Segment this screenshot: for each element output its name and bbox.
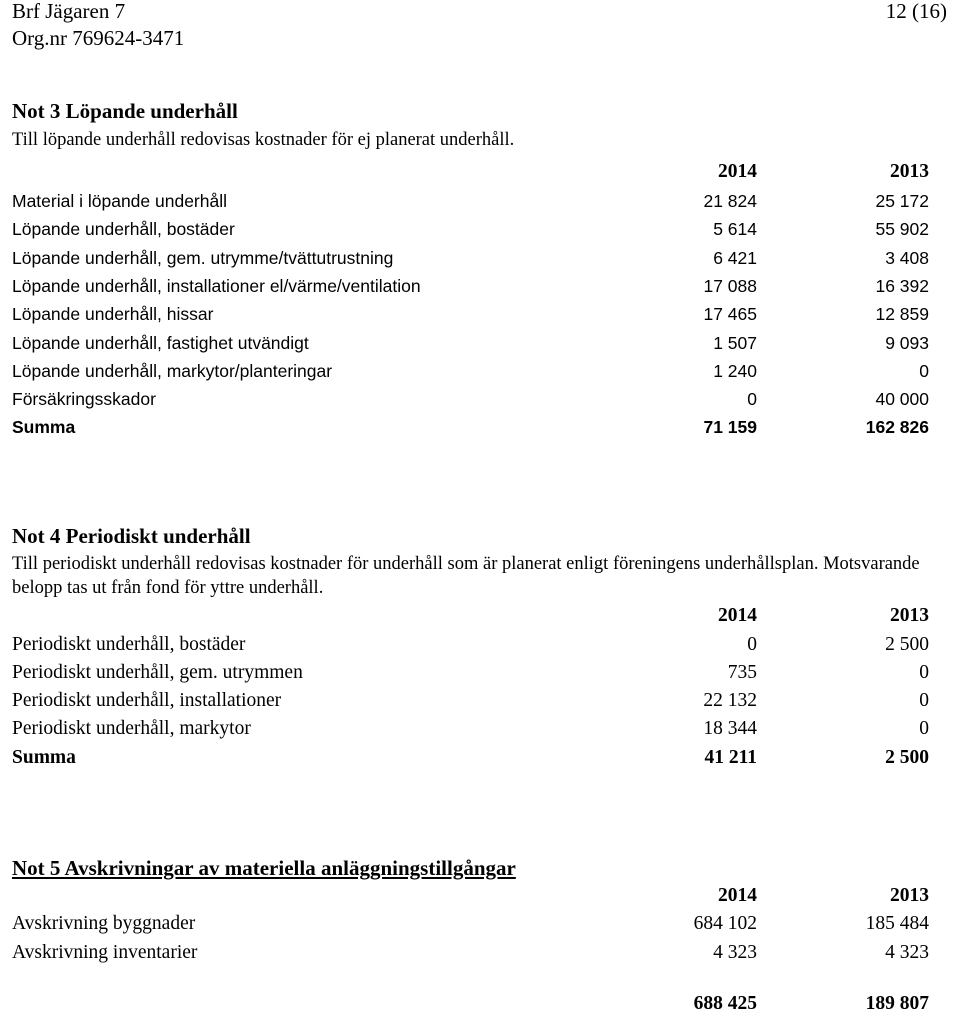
row-value-2013: 4 323	[885, 942, 929, 963]
row-value-2013: 2 500	[885, 634, 929, 655]
row-value-2013: 55 902	[875, 219, 929, 239]
row-value-2014: 17 465	[703, 304, 757, 324]
note4-row	[0, 631, 960, 659]
note3-title: Not 3 Löpande underhåll	[12, 99, 238, 123]
total-value-2014: 688 425	[693, 993, 757, 1014]
row-value-2014: 6 421	[713, 248, 757, 268]
org-name: Brf Jägaren 7	[12, 0, 126, 23]
note4-description: Till periodiskt underhåll redovisas kostnader för underhåll som är planerat enligt föreningens underhållsplan. Motsvarande belopp tas ut från fond för yttre underhåll.	[12, 554, 920, 598]
row-label: Löpande underhåll, bostäder	[12, 219, 235, 239]
total-label: Summa	[12, 747, 76, 768]
note5-year-header	[0, 882, 960, 910]
row-value-2013: 16 392	[875, 276, 929, 296]
row-value-2014: 735	[727, 662, 757, 683]
row-value-2014: 4 323	[713, 942, 757, 963]
org-number: Org.nr 769624-3471	[12, 26, 185, 50]
note5-row	[0, 910, 960, 938]
year-2014-header: 2014	[718, 885, 757, 906]
total-value-2014: 71 159	[703, 417, 757, 437]
note3-row	[0, 244, 960, 272]
row-label: Periodiskt underhåll, gem. utrymmen	[12, 662, 303, 683]
row-label: Periodiskt underhåll, bostäder	[12, 634, 246, 655]
row-value-2013: 0	[919, 361, 929, 381]
row-value-2013: 40 000	[875, 389, 929, 409]
row-label: Löpande underhåll, markytor/planteringar	[12, 361, 333, 381]
note3-row	[0, 272, 960, 300]
note5-row	[0, 939, 960, 967]
note3-row	[0, 300, 960, 328]
note3-total-row	[0, 413, 960, 441]
row-value-2014: 18 344	[703, 718, 757, 739]
note3-description: Till löpande underhåll redovisas kostnader för ej planerat underhåll.	[12, 130, 515, 150]
page-number: 12 (16)	[885, 0, 947, 23]
year-2013-header: 2013	[890, 885, 929, 906]
note3-row	[0, 357, 960, 385]
note3-row	[0, 329, 960, 357]
row-value-2013: 185 484	[865, 913, 929, 934]
row-value-2014: 21 824	[703, 191, 757, 211]
note4-title: Not 4 Periodiskt underhåll	[12, 524, 251, 548]
total-value-2013: 2 500	[885, 747, 929, 768]
row-value-2013: 0	[919, 662, 929, 683]
note4-row	[0, 715, 960, 743]
year-2013-header: 2013	[890, 161, 929, 182]
note5-title: Not 5 Avskrivningar av materiella anläggningstillgångar	[12, 856, 516, 880]
year-2013-header: 2013	[890, 605, 929, 626]
row-value-2014: 0	[747, 634, 757, 655]
note3-row	[0, 187, 960, 215]
row-label: Material i löpande underhåll	[12, 191, 227, 211]
year-2014-header: 2014	[718, 605, 757, 626]
row-value-2014: 0	[747, 389, 757, 409]
row-value-2014: 1 507	[713, 333, 757, 353]
note5-total-row	[0, 990, 960, 1018]
row-value-2013: 12 859	[875, 304, 929, 324]
row-value-2013: 25 172	[875, 191, 929, 211]
row-value-2013: 9 093	[885, 333, 929, 353]
note3-row	[0, 215, 960, 243]
row-label: Periodiskt underhåll, installationer	[12, 690, 282, 711]
note4-row	[0, 659, 960, 687]
row-value-2014: 684 102	[693, 913, 757, 934]
row-value-2014: 22 132	[703, 690, 757, 711]
row-value-2013: 0	[919, 718, 929, 739]
total-value-2013: 189 807	[865, 993, 929, 1014]
note4-total-row	[0, 744, 960, 772]
row-value-2013: 0	[919, 690, 929, 711]
year-2014-header: 2014	[718, 161, 757, 182]
row-value-2014: 17 088	[703, 276, 757, 296]
row-label: Löpande underhåll, installationer el/värme/ventilation	[12, 276, 421, 296]
row-label: Avskrivning inventarier	[12, 942, 198, 963]
row-value-2013: 3 408	[885, 248, 929, 268]
row-label: Avskrivning byggnader	[12, 913, 196, 934]
total-value-2014: 41 211	[704, 747, 757, 768]
note4-row	[0, 687, 960, 715]
row-label: Försäkringsskador	[12, 389, 156, 409]
total-label: Summa	[12, 417, 76, 437]
row-label: Periodiskt underhåll, markytor	[12, 718, 251, 739]
total-value-2013: 162 826	[865, 417, 929, 437]
row-value-2014: 1 240	[713, 361, 757, 381]
note3-year-header	[0, 158, 960, 186]
row-label: Löpande underhåll, gem. utrymme/tvättutrustning	[12, 248, 394, 268]
row-value-2014: 5 614	[713, 219, 757, 239]
row-label: Löpande underhåll, fastighet utvändigt	[12, 333, 309, 353]
note3-row	[0, 385, 960, 413]
row-label: Löpande underhåll, hissar	[12, 304, 214, 324]
note4-year-header	[0, 602, 960, 630]
